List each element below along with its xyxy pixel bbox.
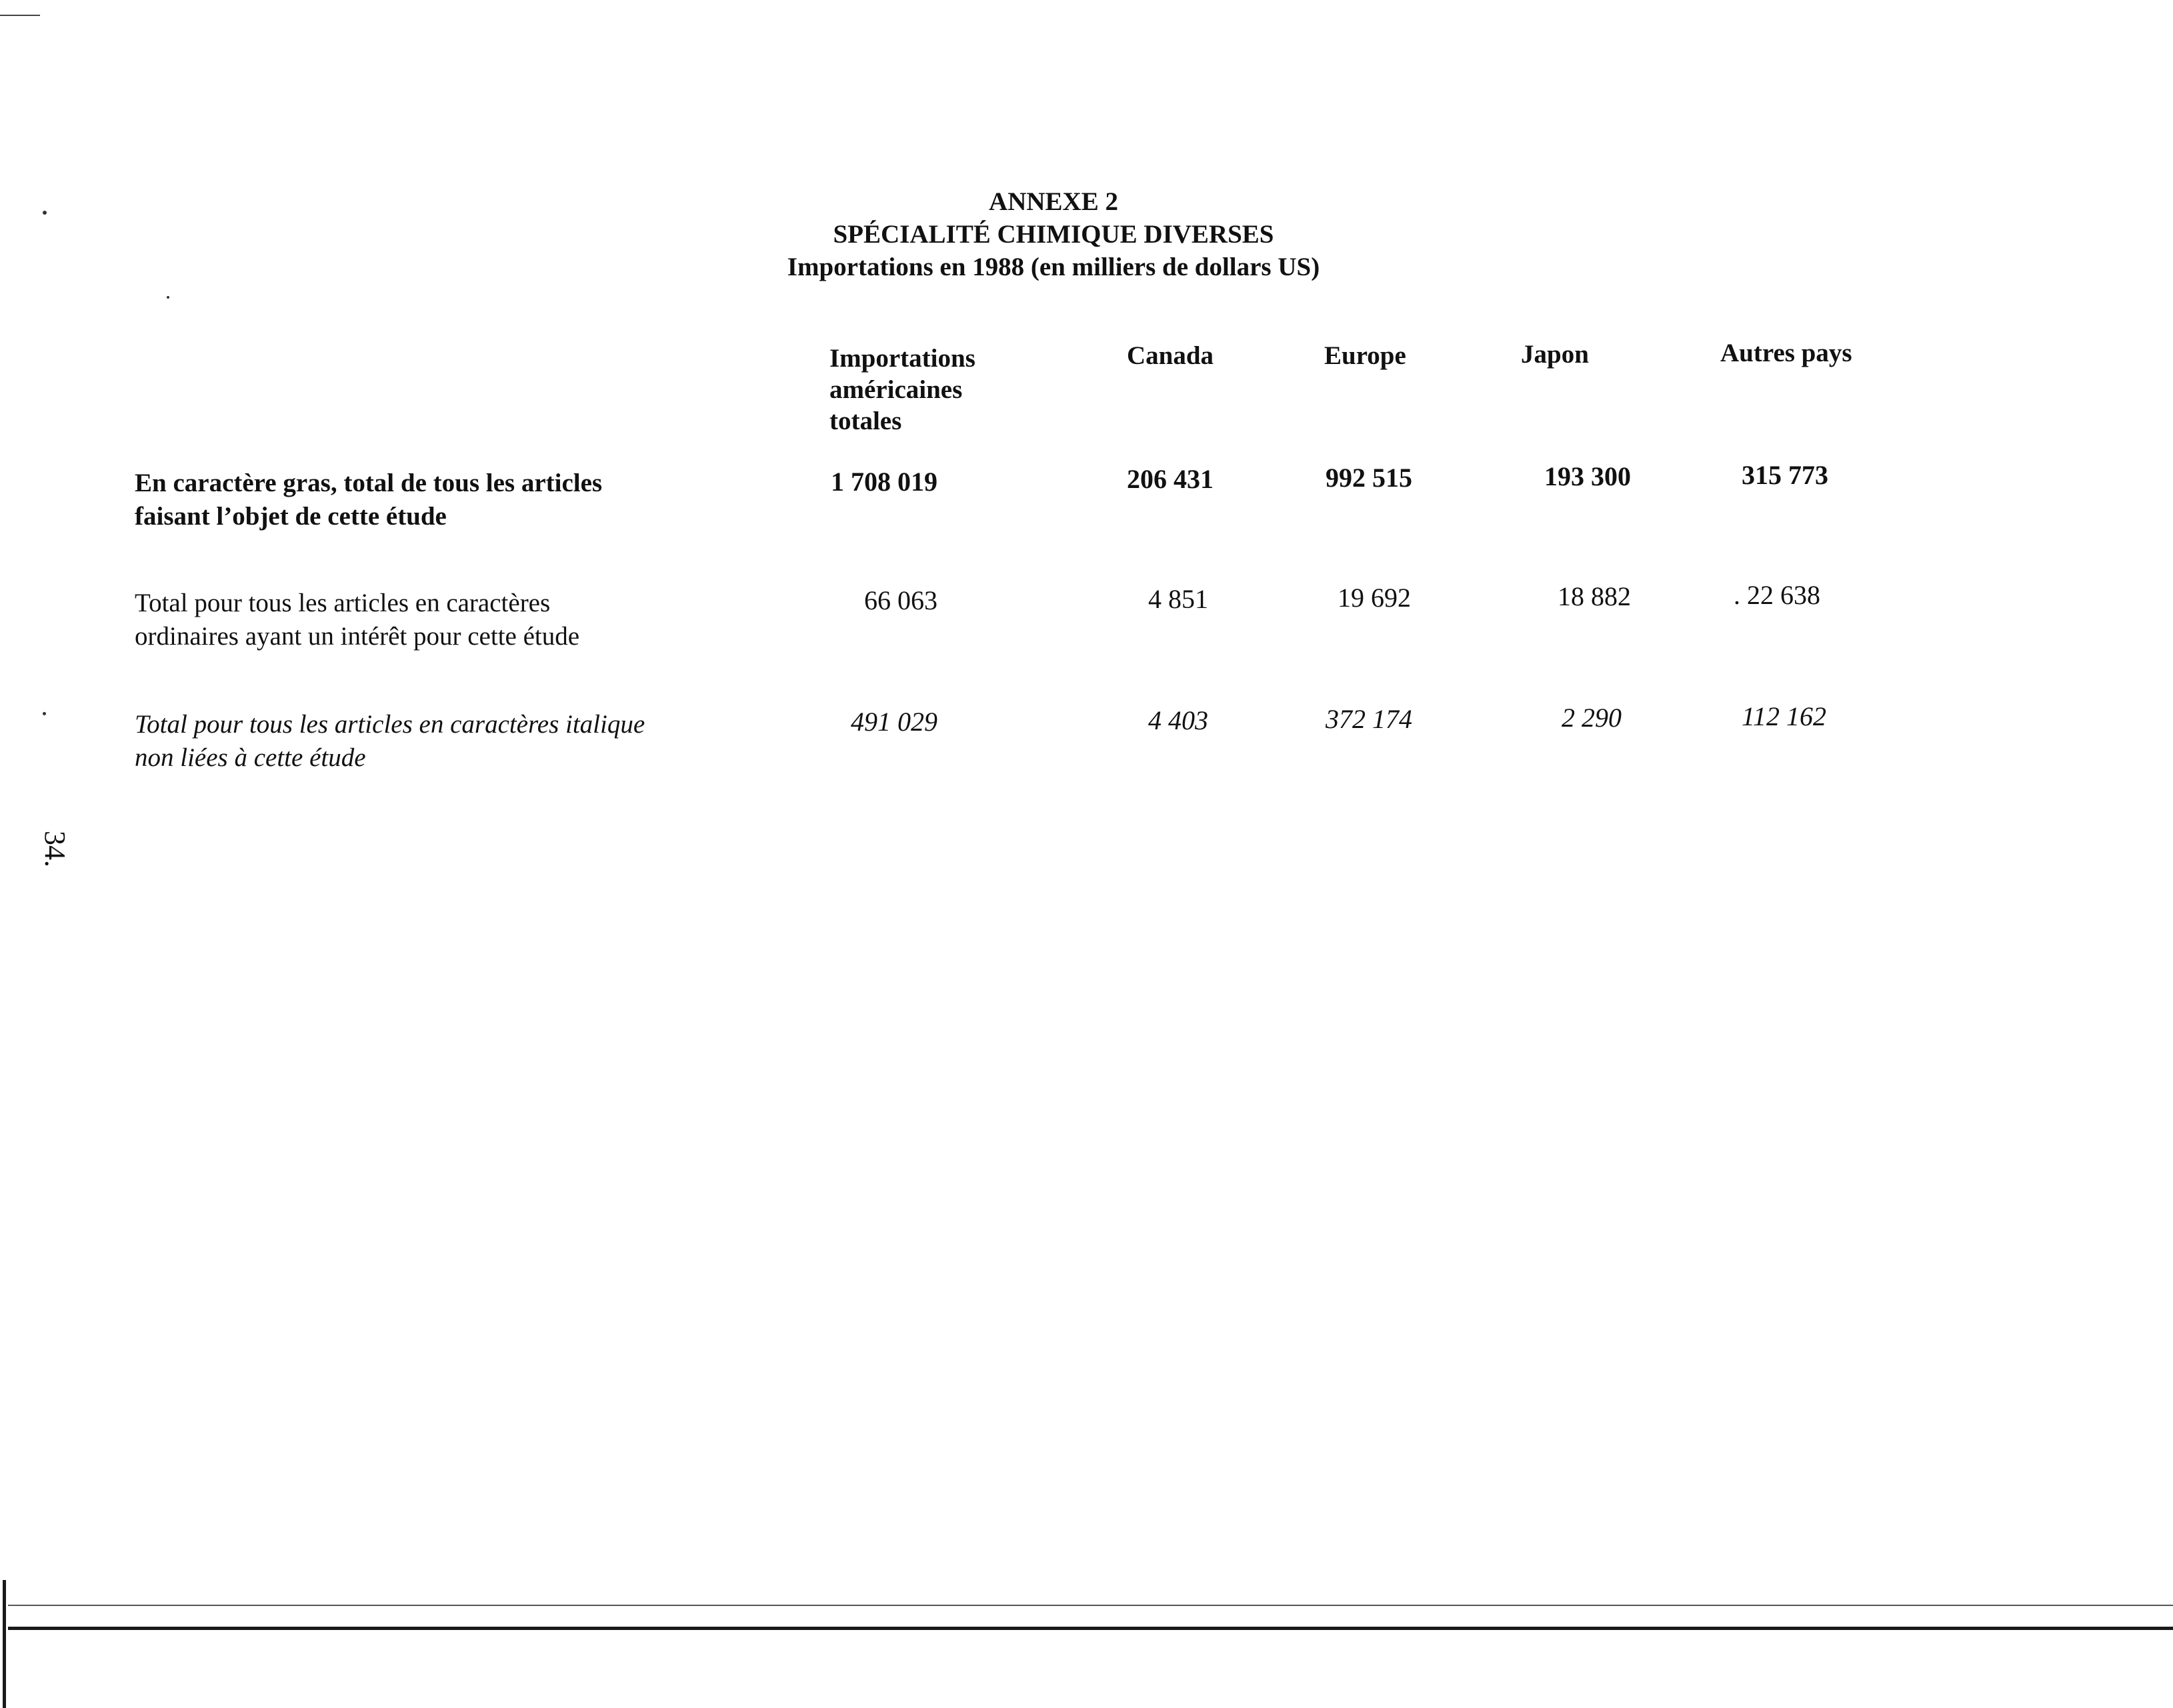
bottom-rule xyxy=(8,1627,2173,1630)
page-number: 34. xyxy=(39,831,71,867)
annex-title xyxy=(667,185,1440,283)
header-total-line1: Importations xyxy=(829,344,975,373)
cell-bold-autres: 315 773 xyxy=(1742,460,1828,490)
header-europe: Europe xyxy=(1324,341,1406,370)
row-label-regular-articles xyxy=(135,587,735,653)
header-autres-pays: Autres pays xyxy=(1720,339,1852,367)
row-label-line: Total pour tous les articles en caractères xyxy=(135,589,551,617)
cell-italic-canada: 4 403 xyxy=(1148,705,1208,735)
cell-bold-canada: 206 431 xyxy=(1127,464,1214,494)
annex-number: ANNEXE 2 xyxy=(989,187,1118,216)
cell-regular-japon: 18 882 xyxy=(1558,581,1631,611)
row-label-bold-articles xyxy=(135,467,735,533)
row-label-line: non liées à cette étude xyxy=(135,743,366,772)
scan-speck xyxy=(43,211,47,215)
row-label-line: faisant l’objet de cette étude xyxy=(135,502,447,531)
annex-heading: SPÉCIALITÉ CHIMIQUE DIVERSES xyxy=(833,220,1274,249)
bottom-thin-rule xyxy=(8,1605,2173,1606)
header-japon: Japon xyxy=(1521,340,1589,369)
annex-subtitle: Importations en 1988 (en milliers de dollars US) xyxy=(787,253,1320,281)
row-label-line: En caractère gras, total de tous les articles xyxy=(135,469,603,497)
cell-italic-japon: 2 290 xyxy=(1562,703,1622,733)
cell-italic-total: 491 029 xyxy=(851,707,937,737)
cell-bold-total: 1 708 019 xyxy=(831,467,937,497)
row-label-italic-articles xyxy=(135,708,735,775)
cell-bold-japon: 193 300 xyxy=(1544,461,1631,491)
cell-regular-total: 66 063 xyxy=(864,585,937,615)
header-total-line3: totales xyxy=(829,407,902,435)
row-label-line: ordinaires ayant un intérêt pour cette étude xyxy=(135,622,580,651)
cell-italic-europe: 372 174 xyxy=(1326,704,1412,734)
scan-speck xyxy=(167,296,169,299)
scan-corner-mark xyxy=(0,15,40,16)
header-total-line2: américaines xyxy=(829,375,963,404)
header-total-imports xyxy=(829,343,975,437)
cell-regular-autres: . 22 638 xyxy=(1734,580,1820,610)
left-edge-rule xyxy=(3,1580,6,1708)
cell-bold-europe: 992 515 xyxy=(1326,463,1412,493)
header-canada: Canada xyxy=(1127,341,1214,370)
cell-regular-europe: 19 692 xyxy=(1338,583,1411,613)
cell-italic-autres: 112 162 xyxy=(1742,701,1827,731)
row-label-line: Total pour tous les articles en caractères italique xyxy=(135,710,645,739)
scan-speck xyxy=(43,712,46,715)
cell-regular-canada: 4 851 xyxy=(1148,584,1208,614)
